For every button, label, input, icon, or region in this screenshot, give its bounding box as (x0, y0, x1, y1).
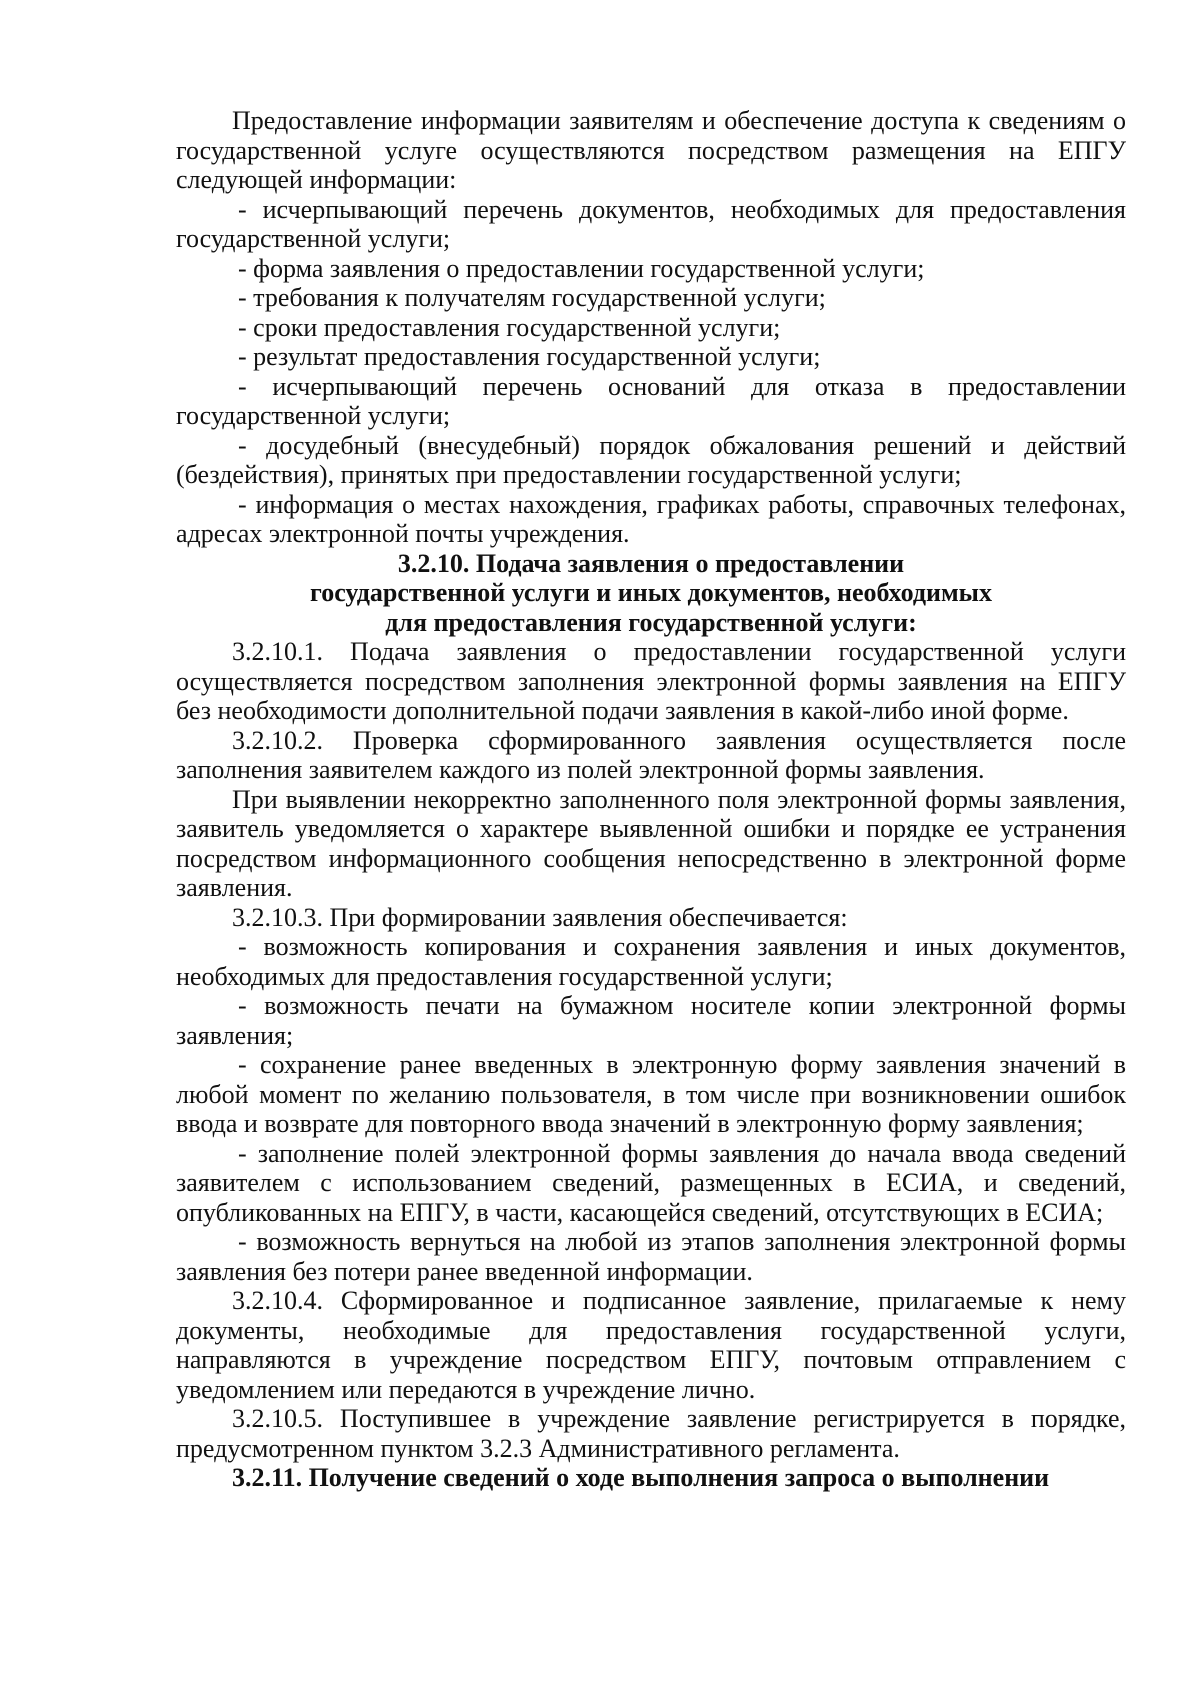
paragraph-error-notification: При выявлении некорректно заполненного поля электронной формы заявления, заявитель уведомляется о характере выявленной ошибки и порядке ее устранения посредством информационного сообщения непосредственно в электронной форме заявления. (176, 784, 1126, 902)
bullet-return-to-step: - возможность вернуться на любой из этапов заполнения электронной формы заявления без потери ранее введенной информации. (176, 1227, 1126, 1286)
section-heading-3-2-11: 3.2.11. Получение сведений о ходе выполнения запроса о выполнении (232, 1463, 1050, 1492)
bullet-save-values: - сохранение ранее введенных в электронную форму заявления значений в любой момент по желанию пользователя, в том числе при возникновении ошибок ввода и возврате для повторного ввода значений в электронную форму заявления; (176, 1050, 1126, 1138)
bullet-refusal-grounds: - исчерпывающий перечень оснований для отказа в предоставлении государственной услуги; (176, 371, 1126, 430)
section-heading-line: для предоставления государственной услуги: (385, 607, 917, 637)
bullet-autofill: - заполнение полей электронной формы заявления до начала ввода сведений заявителем с использованием сведений, размещенных в ЕСИА, и сведений, опубликованных на ЕПГУ, в части, касающейся сведений, отсутствующих в ЕСИА; (176, 1138, 1126, 1227)
bullet-copy-save: - возможность копирования и сохранения заявления и иных документов, необходимых для предоставления государственной услуги; (176, 932, 1126, 991)
paragraph-3-2-10-5: 3.2.10.5. Поступившее в учреждение заявление регистрируется в порядке, предусмотренном пунктом 3.2.3 Административного регламента. (176, 1404, 1126, 1463)
paragraph-3-2-10-4: 3.2.10.4. Сформированное и подписанное заявление, прилагаемые к нему документы, необходимые для предоставления государственной услуги, направляются в учреждение посредством ЕПГУ, почтовым отправлением с уведомлением или передаются в учреждение лично. (176, 1286, 1126, 1404)
paragraph-info-provision: Предоставление информации заявителям и обеспечение доступа к сведениям о государственной услуге осуществляются посредством размещения на ЕПГУ следующей информации: (176, 106, 1126, 194)
bullet-application-form: - форма заявления о предоставлении государственной услуги; (238, 253, 925, 283)
section-heading-line: 3.2.10. Подача заявления о предоставлении (397, 548, 905, 578)
section-heading-3-2-10 (176, 549, 1126, 638)
bullet-appeal-procedure: - досудебный (внесудебный) порядок обжалования решений и действий (бездействия), принятых при предоставлении государственной услуги; (176, 430, 1126, 489)
bullet-result: - результат предоставления государственной услуги; (238, 342, 821, 371)
paragraph-3-2-10-3: 3.2.10.3. При формировании заявления обеспечивается: (232, 902, 848, 932)
bullet-recipient-requirements: - требования к получателям государственной услуги; (238, 283, 826, 312)
document-body (176, 106, 1126, 1493)
section-heading-line: государственной услуги и иных документов, необходимых (310, 578, 992, 607)
bullet-deadlines: - сроки предоставления государственной услуги; (238, 312, 781, 342)
bullet-print: - возможность печати на бумажном носителе копии электронной формы заявления; (176, 991, 1126, 1050)
bullet-contact-info: - информация о местах нахождения, графиках работы, справочных телефонах, адресах электронной почты учреждения. (176, 489, 1126, 548)
bullet-documents-list: - исчерпывающий перечень документов, необходимых для предоставления государственной услуги; (176, 194, 1126, 253)
paragraph-3-2-10-1: 3.2.10.1. Подача заявления о предоставлении государственной услуги осуществляется посредством заполнения электронной формы заявления на ЕПГУ без необходимости дополнительной подачи заявления в какой-либо иной форме. (176, 637, 1126, 725)
paragraph-3-2-10-2: 3.2.10.2. Проверка сформированного заявления осуществляется после заполнения заявителем каждого из полей электронной формы заявления. (176, 725, 1126, 784)
